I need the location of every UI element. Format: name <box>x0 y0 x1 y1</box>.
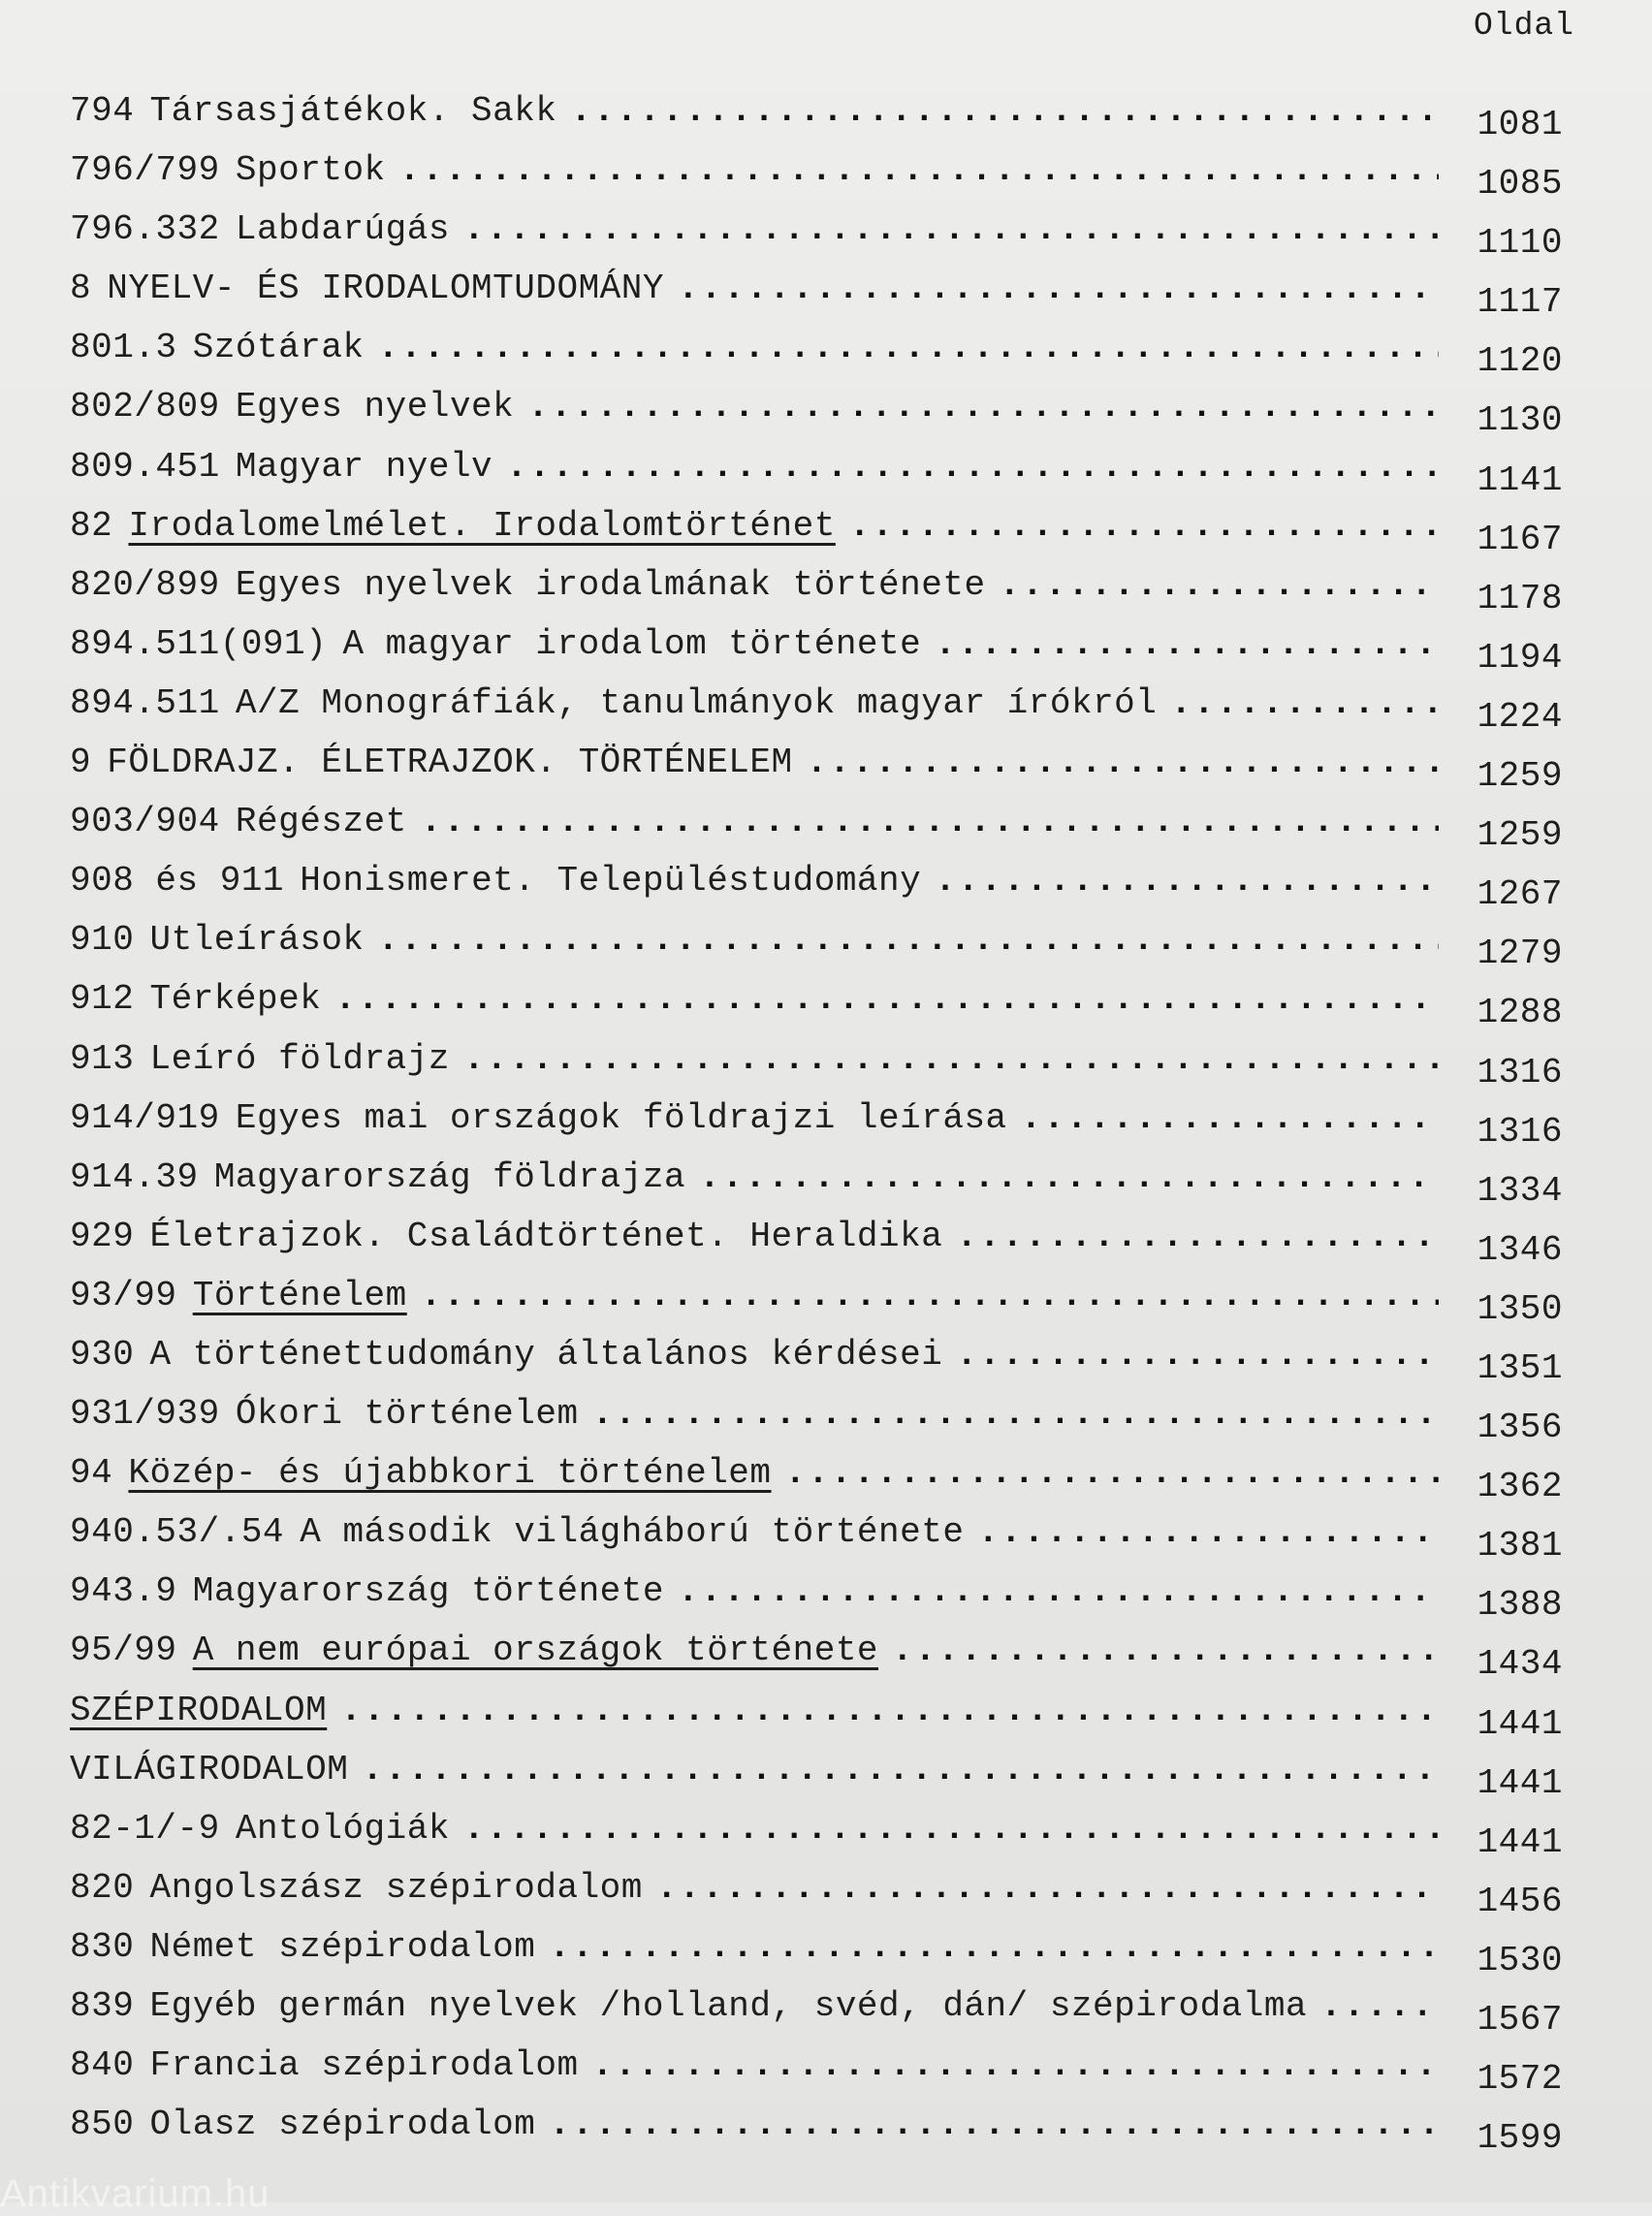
toc-page-number: 1530 <box>1477 1940 1563 1980</box>
toc-code: 82-1/-9 <box>70 1808 220 1849</box>
toc-title: Egyéb germán nyelvek /holland, svéd, dán/ szépirodalma <box>149 1986 1308 2026</box>
toc-code: 820/899 <box>70 564 220 605</box>
toc-page-number: 1572 <box>1477 2059 1563 2100</box>
toc-entry[interactable] <box>70 150 1563 209</box>
toc-code: 910 <box>70 920 135 961</box>
toc-page-number: 1279 <box>1477 934 1563 974</box>
toc-entry[interactable] <box>70 1571 1563 1630</box>
toc-code: 931/939 <box>70 1394 220 1435</box>
dot-leader <box>977 1512 1439 1552</box>
toc-entry[interactable] <box>70 387 1563 446</box>
dot-leader <box>956 1217 1439 1256</box>
toc-code: 943.9 <box>70 1571 177 1612</box>
dot-leader <box>935 861 1439 901</box>
toc-entry[interactable] <box>70 1986 1563 2045</box>
dot-leader <box>362 1750 1439 1789</box>
toc-entry[interactable] <box>70 2045 1563 2105</box>
toc-title: Közép- és újabbkori történelem <box>128 1453 772 1494</box>
toc-code: 801.3 <box>70 328 177 368</box>
dot-leader <box>378 328 1439 367</box>
toc-entry[interactable] <box>70 1750 1563 1809</box>
dot-leader <box>463 209 1439 249</box>
toc-code: 820 <box>70 1867 135 1908</box>
toc-entry[interactable] <box>70 209 1563 269</box>
toc-page-number: 1224 <box>1477 696 1563 737</box>
toc-page-number: 1194 <box>1477 637 1563 678</box>
toc-title: Egyes mai országok földrajzi leírása <box>235 1097 1007 1138</box>
toc-title: A második világháború története <box>300 1512 965 1553</box>
toc-title: Régészet <box>235 802 407 842</box>
toc-page-number: 1334 <box>1477 1170 1563 1211</box>
dot-leader <box>592 2045 1439 2085</box>
toc-code: 908 és 911 <box>70 861 285 902</box>
toc-entry[interactable] <box>70 506 1563 565</box>
toc-page-number: 1388 <box>1477 1585 1563 1626</box>
toc-page-number: 1350 <box>1477 1288 1563 1329</box>
toc-title: Szótárak <box>192 328 365 368</box>
toc-code: 914/919 <box>70 1097 220 1138</box>
toc-code: 894.511 <box>70 682 220 723</box>
toc-code: 940.53/.54 <box>70 1512 285 1553</box>
toc-page-number: 1259 <box>1477 815 1563 856</box>
toc-page-number: 1178 <box>1477 578 1563 618</box>
toc-code: 850 <box>70 2105 135 2145</box>
toc-page-number: 1316 <box>1477 1052 1563 1092</box>
toc-page-number: 1081 <box>1477 105 1563 144</box>
toc-page-number: 1141 <box>1477 459 1563 500</box>
toc-section-heading: VILÁGIRODALOM <box>70 1749 349 1789</box>
toc-title: Francia szépirodalom <box>149 2045 579 2086</box>
toc-page-number: 1441 <box>1477 1703 1563 1744</box>
toc-page-number: 1441 <box>1477 1821 1563 1862</box>
toc-page-number: 1120 <box>1477 341 1563 382</box>
dot-leader <box>463 1809 1439 1849</box>
dot-leader <box>807 743 1439 782</box>
toc-page-number: 1434 <box>1477 1644 1563 1685</box>
dot-leader <box>378 920 1439 960</box>
toc-entry[interactable] <box>70 1868 1563 1927</box>
dot-leader <box>340 1691 1439 1730</box>
dot-leader <box>592 1394 1439 1434</box>
toc-entry[interactable] <box>70 91 1563 150</box>
toc-code: 913 <box>70 1038 135 1079</box>
dot-leader <box>399 150 1439 190</box>
toc-title: Történelem <box>192 1275 407 1315</box>
toc-title: Sportok <box>235 150 386 191</box>
toc-entry[interactable] <box>70 1453 1563 1512</box>
toc-title: Honismeret. Településtudomány <box>300 861 922 902</box>
table-of-contents <box>70 91 1563 2164</box>
toc-page-number: 1259 <box>1477 756 1563 797</box>
toc-entry[interactable] <box>70 1335 1563 1394</box>
toc-entry[interactable] <box>70 920 1563 979</box>
toc-entry[interactable] <box>70 1276 1563 1335</box>
toc-entry[interactable] <box>70 1927 1563 1986</box>
toc-code: 929 <box>70 1216 135 1256</box>
toc-title: Életrajzok. Családtörténet. Heraldika <box>149 1216 943 1256</box>
toc-title: Leíró földrajz <box>149 1038 450 1079</box>
toc-title: FÖLDRAJZ. ÉLETRAJZOK. TÖRTÉNELEM <box>107 743 793 783</box>
toc-entry[interactable] <box>70 1098 1563 1157</box>
toc-page-number: 1346 <box>1477 1229 1563 1270</box>
toc-entry[interactable] <box>70 979 1563 1038</box>
toc-title: Magyar nyelv <box>235 446 493 487</box>
toc-page-number: 1167 <box>1477 519 1563 559</box>
toc-title: A magyar irodalom története <box>342 623 922 664</box>
dot-leader <box>892 1630 1439 1670</box>
toc-code: 809.451 <box>70 446 220 487</box>
toc-title: Antológiák <box>235 1808 450 1849</box>
dot-leader <box>1170 683 1439 723</box>
toc-page-number: 1381 <box>1477 1526 1563 1567</box>
toc-title: Ókori történelem <box>235 1394 579 1435</box>
toc-entry[interactable] <box>70 269 1563 328</box>
toc-title: NYELV- ÉS IRODALOMTUDOMÁNY <box>107 269 664 309</box>
toc-entry[interactable] <box>70 802 1563 861</box>
toc-entry[interactable] <box>70 683 1563 743</box>
dot-leader <box>549 2105 1439 2144</box>
dot-leader <box>935 624 1439 664</box>
toc-code: 914.39 <box>70 1156 199 1197</box>
toc-entry[interactable] <box>70 2105 1563 2164</box>
toc-code: 796/799 <box>70 150 220 191</box>
dot-leader <box>1320 1986 1439 2026</box>
toc-entry[interactable] <box>70 1691 1563 1750</box>
toc-code: 93/99 <box>70 1275 177 1315</box>
toc-title: Irodalomelmélet. Irodalomtörténet <box>128 505 836 546</box>
toc-title: A történettudomány általános kérdései <box>149 1334 943 1375</box>
toc-page-number: 1117 <box>1477 282 1563 323</box>
toc-page-number: 1351 <box>1477 1347 1563 1388</box>
watermark-text: Antikvarium.hu <box>0 2172 270 2215</box>
toc-title: Angolszász szépirodalom <box>149 1867 643 1908</box>
dot-leader <box>421 1276 1439 1315</box>
dot-leader <box>956 1335 1439 1375</box>
toc-code: 802/809 <box>70 387 220 427</box>
toc-title: Utleírások <box>149 920 365 961</box>
toc-page-number: 1288 <box>1477 993 1563 1033</box>
toc-page-number: 1441 <box>1477 1762 1563 1803</box>
toc-code: 840 <box>70 2045 135 2086</box>
dot-leader <box>699 1157 1439 1197</box>
toc-code: 894.511(091) <box>70 623 328 664</box>
toc-entry[interactable] <box>70 447 1563 506</box>
dot-leader <box>1021 1098 1439 1138</box>
dot-leader <box>506 447 1439 487</box>
toc-page-number: 1456 <box>1477 1881 1563 1921</box>
toc-page-number: 1085 <box>1477 164 1563 205</box>
toc-code: 930 <box>70 1334 135 1375</box>
toc-code: 839 <box>70 1986 135 2026</box>
dot-leader <box>678 1571 1439 1611</box>
toc-title: Labdarúgás <box>235 209 450 250</box>
toc-page-number: 1316 <box>1477 1111 1563 1152</box>
toc-code: 8 <box>70 269 92 309</box>
toc-entry[interactable] <box>70 1394 1563 1453</box>
dot-leader <box>463 1039 1439 1079</box>
toc-code: 903/904 <box>70 802 220 842</box>
toc-page-number: 1130 <box>1477 400 1563 441</box>
dot-leader <box>527 387 1439 427</box>
toc-page-number: 1356 <box>1477 1408 1563 1448</box>
toc-entry[interactable] <box>70 1809 1563 1868</box>
dot-leader <box>334 979 1439 1019</box>
toc-title: Egyes nyelvek irodalmának története <box>235 564 986 605</box>
toc-entry[interactable] <box>70 1157 1563 1217</box>
dot-leader <box>785 1453 1439 1493</box>
toc-code: 794 <box>70 91 135 131</box>
toc-entry[interactable] <box>70 1512 1563 1571</box>
page-column-header: Oldal <box>1473 8 1574 44</box>
toc-entry[interactable] <box>70 743 1563 802</box>
dot-leader <box>678 269 1439 308</box>
toc-code: 82 <box>70 505 113 546</box>
toc-entry[interactable] <box>70 1039 1563 1098</box>
dot-leader <box>570 91 1439 131</box>
toc-page-number: 1110 <box>1477 223 1563 264</box>
toc-page-number: 1267 <box>1477 874 1563 915</box>
toc-title: Német szépirodalom <box>149 1926 536 1967</box>
dot-leader <box>849 506 1439 546</box>
toc-entry[interactable] <box>70 1630 1563 1690</box>
toc-title: A nem európai országok története <box>192 1630 879 1671</box>
toc-page-number: 1567 <box>1477 2000 1563 2040</box>
toc-page-number: 1362 <box>1477 1467 1563 1507</box>
toc-title: Társasjátékok. Sakk <box>149 91 557 131</box>
toc-title: Egyes nyelvek <box>235 387 515 427</box>
toc-entry[interactable] <box>70 565 1563 624</box>
dot-leader <box>421 802 1439 841</box>
toc-code: 94 <box>70 1453 113 1494</box>
toc-entry[interactable] <box>70 328 1563 387</box>
toc-code: 796.332 <box>70 209 220 250</box>
dot-leader <box>656 1868 1439 1908</box>
toc-entry[interactable] <box>70 861 1563 920</box>
toc-section-heading: SZÉPIRODALOM <box>70 1690 328 1730</box>
dot-leader <box>1000 565 1439 605</box>
dot-leader <box>549 1927 1439 1967</box>
toc-title: A/Z Monográfiák, tanulmányok magyar írókról <box>235 682 1158 723</box>
toc-entry[interactable] <box>70 1217 1563 1276</box>
toc-title: Térképek <box>149 979 322 1020</box>
toc-code: 95/99 <box>70 1630 177 1671</box>
toc-code: 830 <box>70 1926 135 1967</box>
toc-page-number: 1599 <box>1477 2118 1563 2159</box>
toc-code: 9 <box>70 743 92 783</box>
toc-entry[interactable] <box>70 624 1563 683</box>
toc-code: 912 <box>70 979 135 1020</box>
toc-title: Magyarország földrajza <box>213 1156 686 1197</box>
toc-title: Olasz szépirodalom <box>149 2105 536 2145</box>
toc-title: Magyarország története <box>192 1571 664 1612</box>
